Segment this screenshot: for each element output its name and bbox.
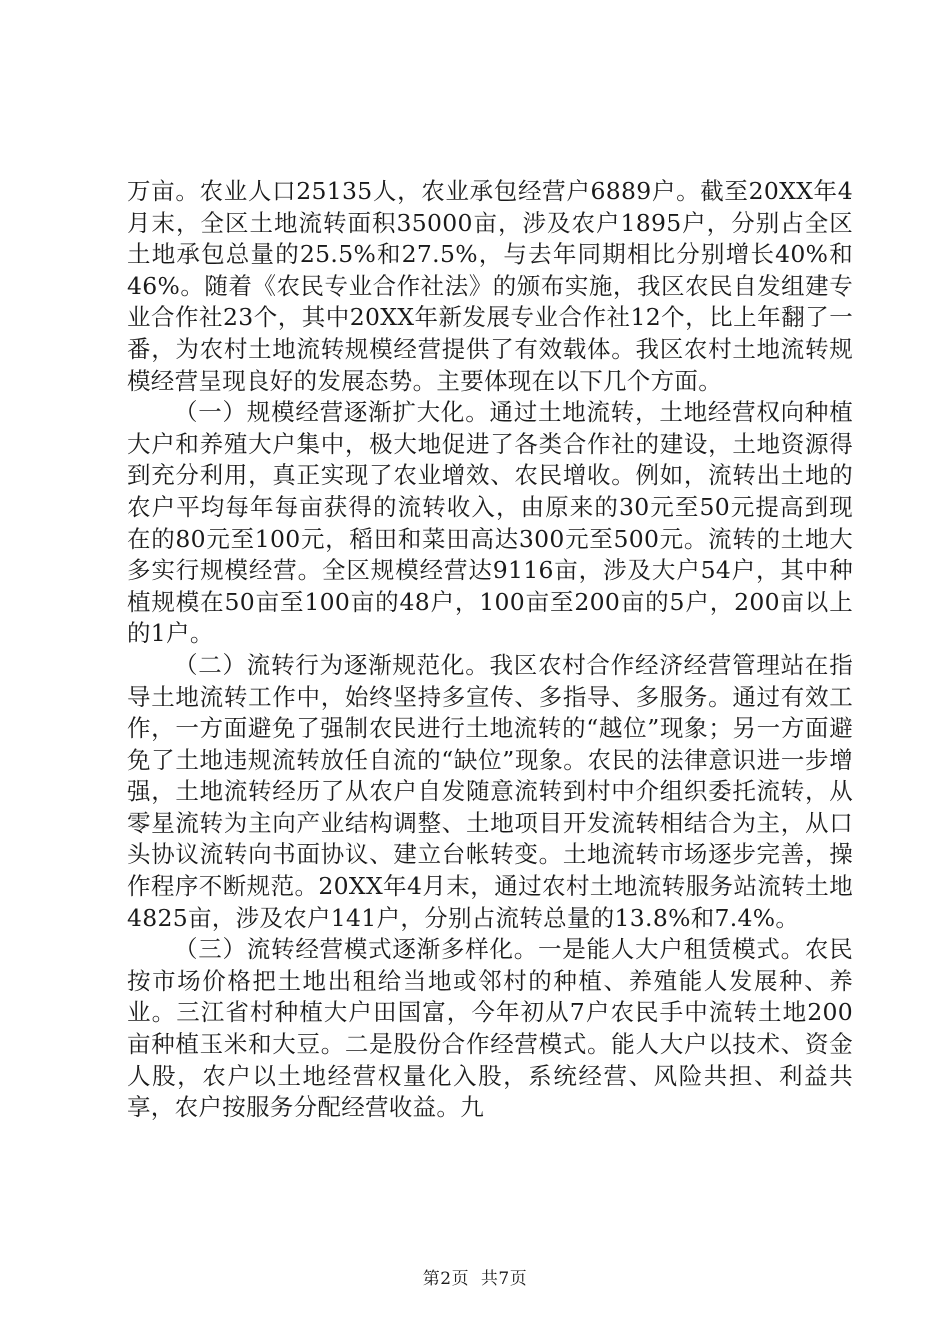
page-number: 第2页 共7页 [422, 1269, 528, 1289]
page-footer [0, 1268, 950, 1290]
paragraph-standardization: （二）流转行为逐渐规范化。我区农村合作经济经营管理站在指导土地流转工作中，始终坚持多宣传、多指导、多服务。通过有效工作，一方面避免了强制农民进行土地流转的“越位”现象；另一方面避免了土地违规流转放任自流的“缺位”现象。农民的法律意识进一步增强，土地流转经历了从农户自发随意流转到村中介组织委托流转，从零星流转为主向产业结构调整、土地项目开发流转相结合为主，从口头协议流转向书面协议、建立台帐转变。土地流转市场逐步完善，操作程序不断规范。20XX年4月末，通过农村土地流转服务站流转土地4825亩，涉及农户141户，分别占流转总量的13.8%和7.4%。 [127, 650, 853, 932]
paragraph-diversification: （三）流转经营模式逐渐多样化。一是能人大户租赁模式。农民按市场价格把土地出租给当地或邻村的种植、养殖能人发展种、养业。三江省村种植大户田国富，今年初从7户农民手中流转土地200亩种植玉米和大豆。二是股份合作经营模式。能人大户以技术、资金人股，农户以土地经营权量化入股，系统经营、风险共担、利益共享，农户按服务分配经营收益。九 [127, 935, 853, 1122]
document-body [127, 176, 853, 1124]
paragraph-scale-operation: （一）规模经营逐渐扩大化。通过土地流转，土地经营权向种植大户和养殖大户集中，极大地促进了各类合作社的建设，土地资源得到充分利用，真正实现了农业增效、农民增收。例如，流转出土地的农户平均每年每亩获得的流转收入，由原来的30元至50元提高到现在的80元至100元，稻田和菜田高达300元至500元。流转的土地大多实行规模经营。全区规模经营达9116亩，涉及大户54户，其中种植规模在50亩至100亩的48户，100亩至200亩的5户，200亩以上的1户。 [127, 398, 853, 648]
paragraph-continuation: 万亩。农业人口25135人，农业承包经营户6889户。截至20XX年4月末，全区土地流转面积35000亩，涉及农户1895户，分别占全区土地承包总量的25.5%和27.5%，与去年同期相比分别增长40%和46%。随着《农民专业合作社法》的颁布实施，我区农民自发组建专业合作社23个，其中20XX年新发展专业合作社12个，比上年翻了一番，为农村土地流转规模经营提供了有效载体。我区农村土地流转规模经营呈现良好的发展态势。主要体现在以下几个方面。 [127, 177, 853, 395]
